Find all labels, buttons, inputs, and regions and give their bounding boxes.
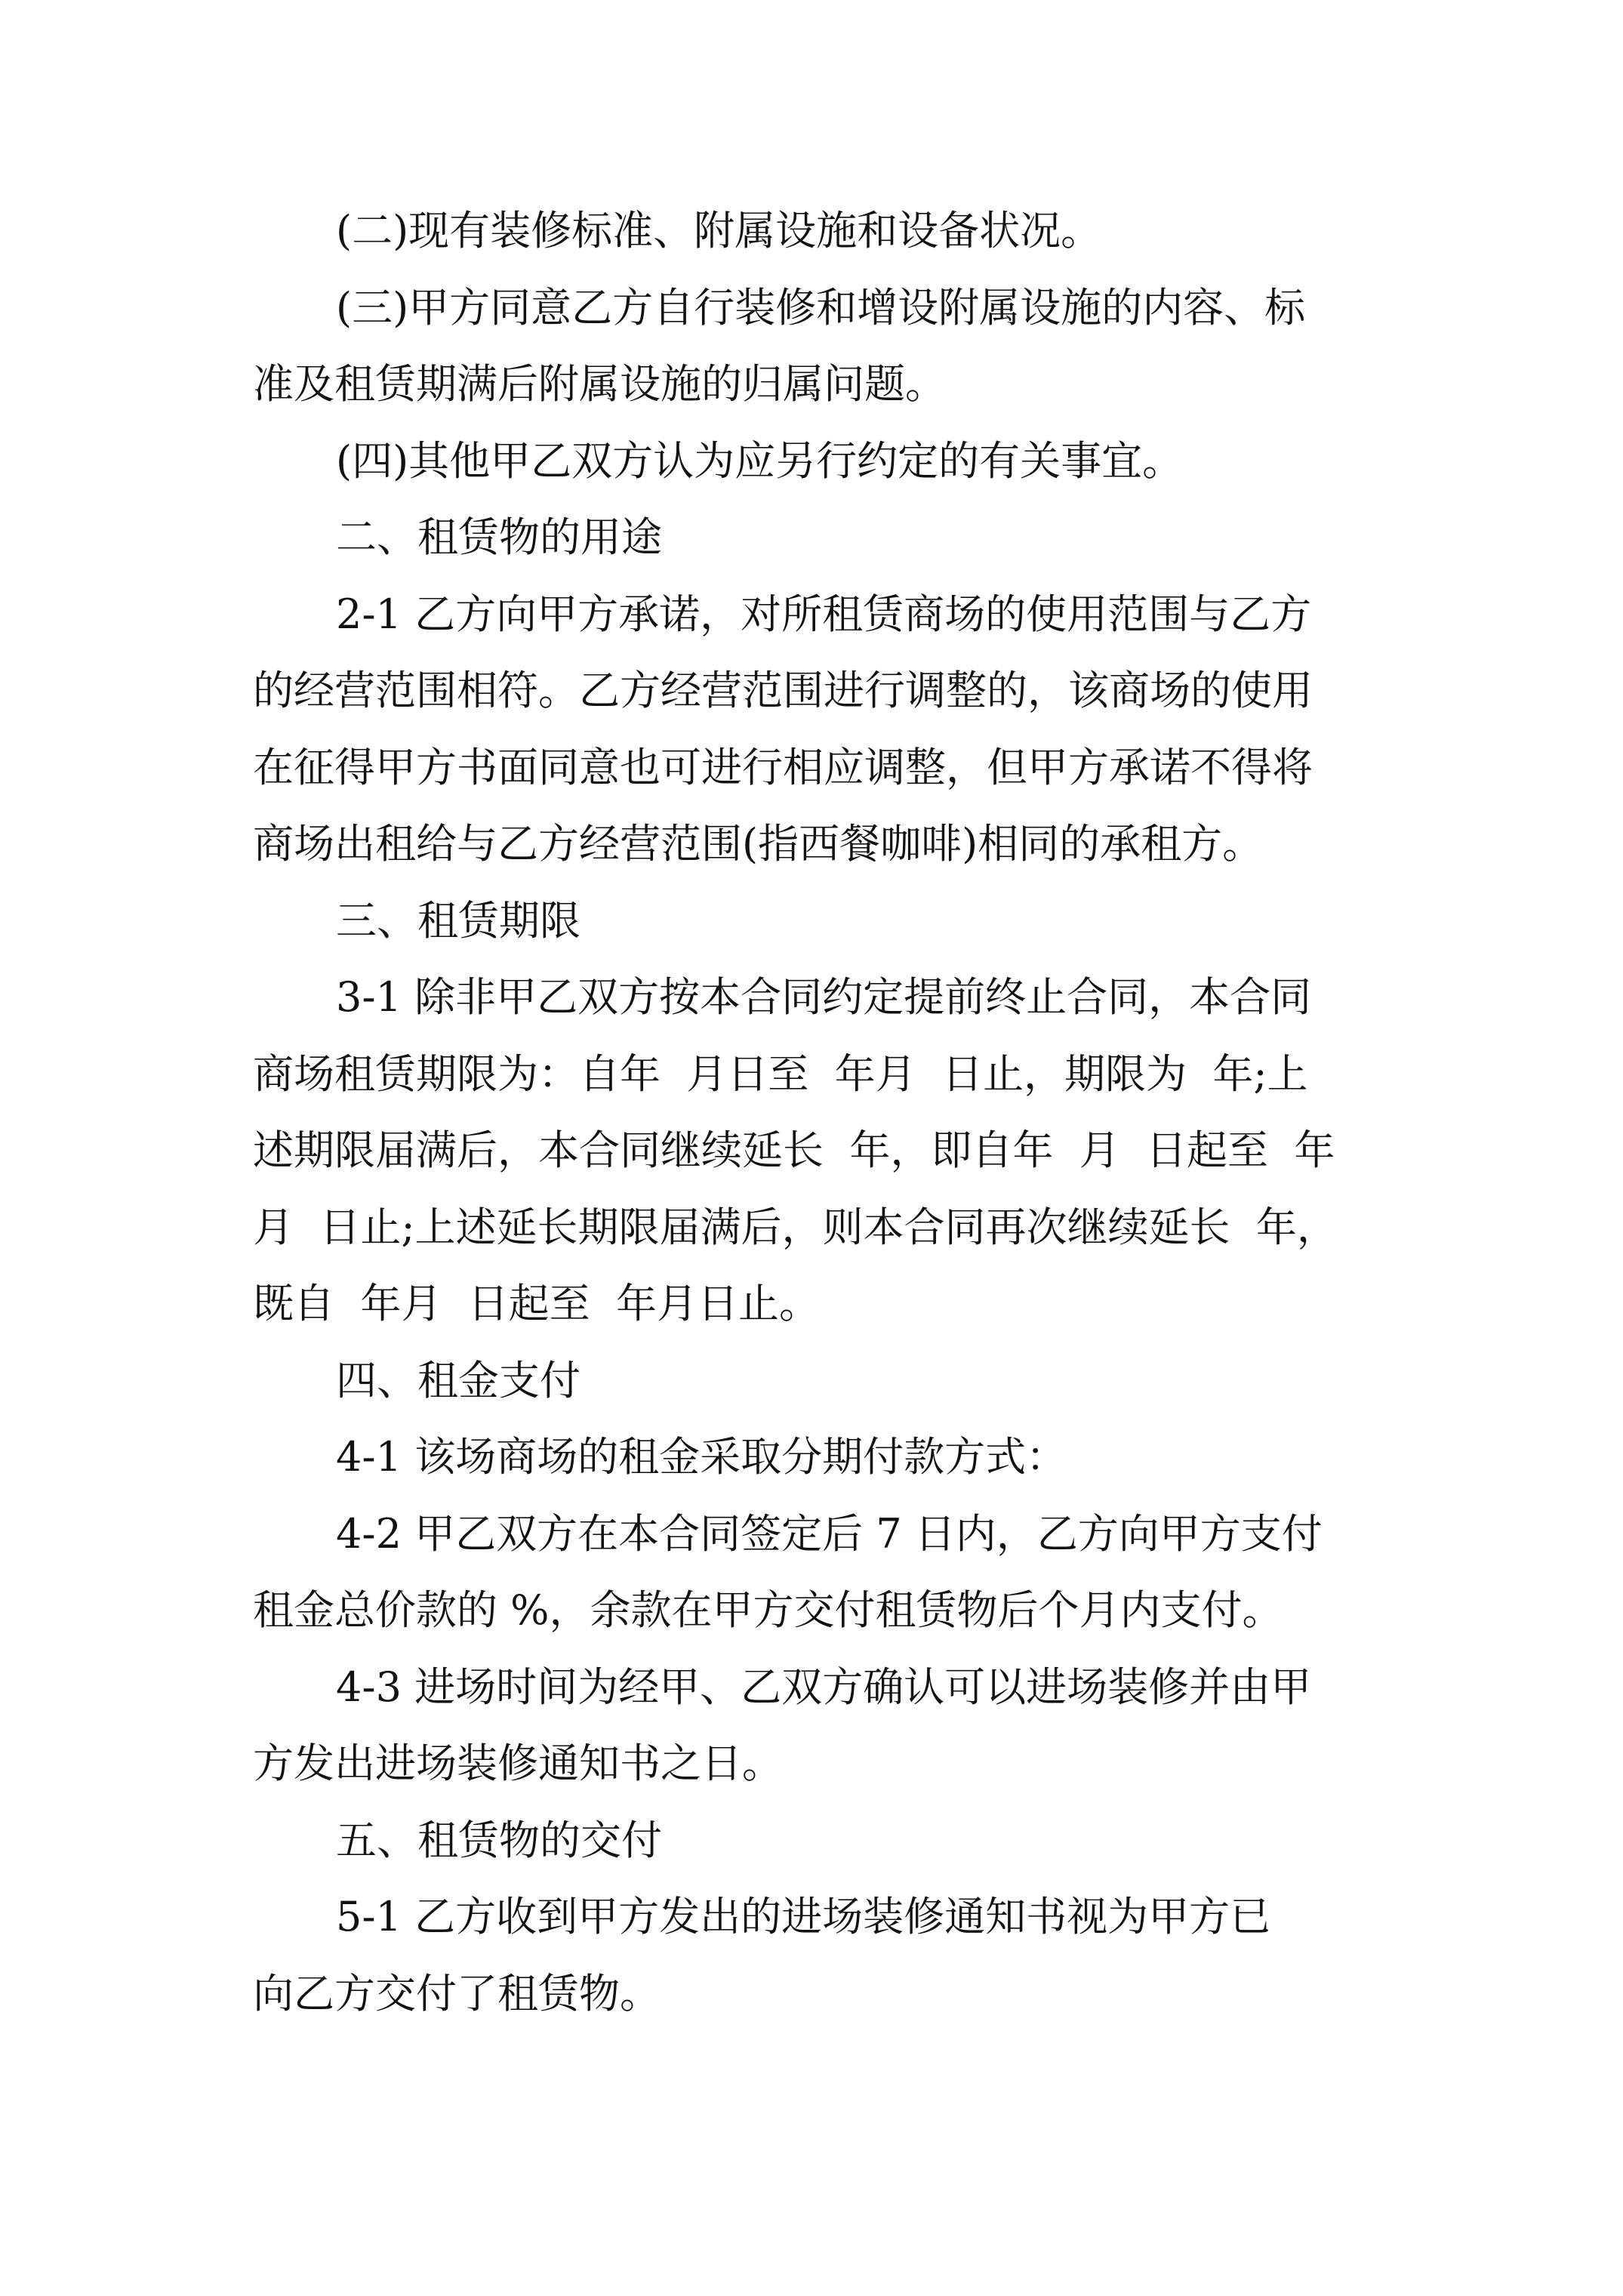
paragraph-line: 方发出进场装修通知书之日。 <box>253 1740 783 1787</box>
document-body <box>253 193 1385 2032</box>
section-heading: 二、租赁物的用途 <box>336 513 662 561</box>
paragraph-line: 4-1 该场商场的租金采取分期付款方式： <box>336 1433 1067 1481</box>
section-heading: 五、租赁物的交付 <box>336 1816 662 1864</box>
paragraph-line: 述期限届满后，本合同继续延长 年，即自年 月 日起至 年 <box>253 1126 1335 1174</box>
section-heading: 三、租赁期限 <box>336 896 581 945</box>
paragraph-line: 向乙方交付了租赁物。 <box>253 1969 661 2017</box>
paragraph-line: 准及租赁期满后附属设施的归属问题。 <box>253 360 946 408</box>
paragraph-line: 的经营范围相符。乙方经营范围进行调整的，该商场的使用 <box>253 667 1313 714</box>
paragraph-line: 4-2 甲乙双方在本合同签定后 7 日内，乙方向甲方支付 <box>336 1509 1323 1558</box>
paragraph-line: 在征得甲方书面同意也可进行相应调整，但甲方承诺不得将 <box>253 743 1313 791</box>
paragraph-line: 2-1 乙方向甲方承诺，对所租赁商场的使用范围与乙方 <box>336 590 1312 638</box>
paragraph-line: 5-1 乙方收到甲方发出的进场装修通知书视为甲方已 <box>336 1893 1271 1940</box>
paragraph-line: 既自 年月 日起至 年月日止。 <box>253 1280 820 1327</box>
paragraph-line: 租金总价款的 %，余款在甲方交付租赁物后个月内支付。 <box>253 1586 1283 1634</box>
paragraph-line: 商场出租给与乙方经营范围(指西餐咖啡)相同的承租方。 <box>253 820 1264 868</box>
paragraph-line: 商场租赁期限为：自年 月日至 年月 日止，期限为 年;上 <box>253 1049 1308 1098</box>
paragraph-line: 月 日止;上述延长期限届满后，则本合同再次继续延长 年， <box>253 1203 1338 1251</box>
section-heading: 四、租金支付 <box>336 1356 581 1404</box>
paragraph-line: 4-3 进场时间为经甲、乙双方确认可以进场装修并由甲 <box>336 1663 1312 1711</box>
paragraph-line: (三)甲方同意乙方自行装修和增设附属设施的内容、标 <box>336 283 1306 331</box>
paragraph-line: (二)现有装修标准、附属设施和设备状况。 <box>336 207 1102 254</box>
paragraph-line: (四)其他甲乙双方认为应另行约定的有关事宜。 <box>336 436 1184 485</box>
paragraph-line: 3-1 除非甲乙双方按本合同约定提前终止合同，本合同 <box>336 973 1312 1021</box>
